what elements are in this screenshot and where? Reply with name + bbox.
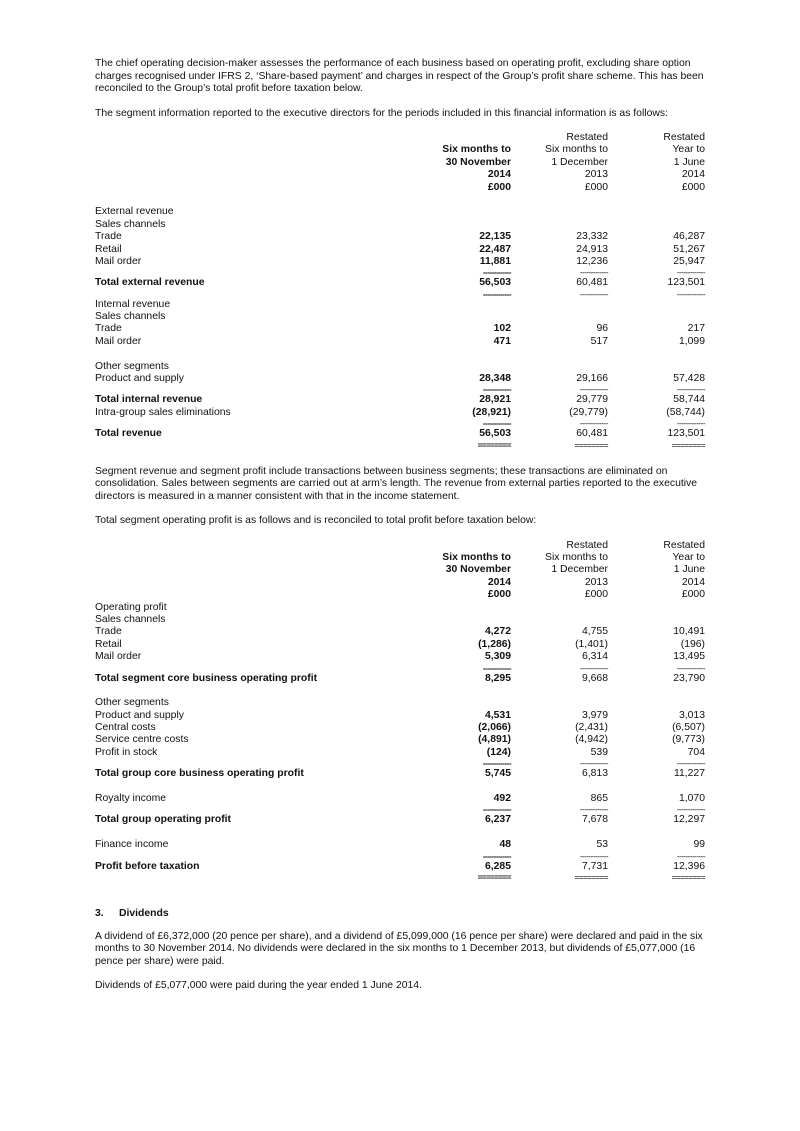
value-current-period: 28,921: [479, 394, 511, 406]
header-prior-year: 2014: [681, 169, 705, 181]
value-prior-period: 3,979: [581, 709, 608, 721]
table-row: [95, 394, 707, 406]
header-current-period: 30 November: [445, 564, 511, 576]
rule-mark: -------------: [676, 759, 705, 769]
value-prior-period: 4,755: [581, 626, 608, 638]
rule-mark: -------------: [579, 419, 608, 429]
table-row: [95, 323, 707, 335]
rule-mark: -------------: [676, 268, 705, 278]
dividends-heading: [95, 908, 707, 919]
table-subheading: [95, 614, 707, 626]
table-row: [95, 256, 707, 268]
header-row: [95, 182, 707, 194]
table-subheading: [95, 299, 707, 311]
header-prior-period: £000: [584, 181, 608, 193]
segment-revenue-paragraph: Segment revenue and segment profit include transactions between business segments; these transactions are eliminated on consolidation. Sales between segments are carried out at arm’s length. The revenue from external parties reported to the executive directors is measured in a manner consistent with that in the income statement.: [95, 465, 698, 502]
rule-mark: -------------: [676, 385, 705, 395]
value-prior-year: (196): [680, 638, 705, 650]
row-label: Retail: [95, 638, 122, 650]
value-prior-period: (29,779): [569, 406, 608, 418]
value-prior-year: 704: [687, 746, 705, 758]
spacer-row: [95, 781, 707, 793]
row-label: Sales channels: [95, 311, 166, 323]
rule-mark: -------------: [579, 268, 608, 278]
header-prior-period: Six months to: [545, 144, 608, 156]
header-current-period: £000: [487, 181, 511, 193]
rule-mark: -------------: [579, 385, 608, 395]
table-row: [95, 839, 707, 851]
value-current-period: 22,135: [479, 231, 511, 243]
row-label: Trade: [95, 323, 122, 335]
row-label: Total group operating profit: [95, 814, 232, 826]
header-current-period: 2014: [487, 576, 511, 588]
value-prior-period: 96: [596, 323, 608, 335]
header-prior-year: Restated: [663, 132, 705, 143]
table-row: [95, 722, 707, 734]
profit-table: [95, 602, 707, 884]
rule-mark: -------------: [676, 419, 705, 429]
rule-mark: ========: [477, 872, 511, 882]
row-label: Trade: [95, 231, 122, 243]
value-current-period: 471: [493, 335, 511, 347]
table-subheading: [95, 602, 707, 614]
row-label: Mail order: [95, 255, 142, 267]
table-row: [95, 651, 707, 663]
value-prior-year: 3,013: [678, 709, 705, 721]
rule-mark: -------------: [482, 268, 511, 278]
rule-mark: ========: [671, 872, 705, 882]
row-label: Profit before taxation: [95, 860, 200, 872]
header-current-period: Six months to: [442, 144, 511, 156]
table-row: [95, 626, 707, 638]
value-prior-period: 7,678: [581, 814, 608, 826]
rule-mark: -------------: [579, 851, 608, 861]
row-label: Finance income: [95, 839, 169, 851]
rule-mark: -------------: [676, 851, 705, 861]
value-prior-year: 1,070: [678, 793, 705, 805]
rule-mark: -------------: [482, 759, 511, 769]
row-label: Service centre costs: [95, 734, 189, 746]
value-prior-period: (4,942): [575, 734, 608, 746]
single-rule-row: [95, 385, 707, 394]
rule-mark: ========: [671, 440, 705, 450]
rule-mark: -------------: [579, 663, 608, 673]
table-row: [95, 244, 707, 256]
value-prior-period: (2,431): [575, 722, 608, 734]
value-current-period: 11,881: [479, 255, 511, 267]
table-row: [95, 861, 707, 873]
header-prior-period: 2013: [584, 169, 608, 181]
table-row: [95, 428, 707, 440]
header-current-period: £000: [487, 589, 511, 601]
single-rule-row: [95, 290, 707, 299]
rule-mark: -------------: [676, 805, 705, 815]
value-current-period: (2,066): [478, 722, 511, 734]
rule-mark: -------------: [579, 805, 608, 815]
value-current-period: 4,531: [484, 709, 511, 721]
header-prior-period: Six months to: [545, 551, 608, 563]
rule-mark: -------------: [482, 289, 511, 299]
dividends-paragraph: A dividend of £6,372,000 (20 pence per share), and a dividend of £5,099,000 (16 pence per share) were declared and paid in the six months to 30 November 2014. No dividends were declared in the six months to 1 December 2013, but dividends of £5,077,000 (16 pence per share) were paid.: [95, 930, 703, 967]
table-row: [95, 277, 707, 289]
value-current-period: 4,272: [484, 626, 511, 638]
value-prior-year: 25,947: [673, 255, 705, 267]
value-current-period: 5,745: [484, 768, 511, 780]
rule-mark: -------------: [676, 289, 705, 299]
table-row: [95, 768, 707, 780]
header-prior-year: Restated: [663, 539, 705, 551]
header-row: [95, 552, 707, 564]
value-current-period: 492: [493, 793, 511, 805]
row-label: Total group core business operating profit: [95, 768, 304, 780]
header-current-period: 30 November: [445, 156, 511, 168]
value-prior-period: (1,401): [575, 638, 608, 650]
header-current-period: 2014: [487, 169, 511, 181]
rule-mark: -------------: [579, 759, 608, 769]
rule-mark: -------------: [579, 289, 608, 299]
header-row: [95, 540, 707, 552]
value-prior-period: 7,731: [581, 860, 608, 872]
header-prior-year: Year to: [672, 144, 705, 156]
section-title: Dividends: [119, 907, 169, 919]
rule-mark: -------------: [482, 805, 511, 815]
value-prior-period: 865: [590, 793, 608, 805]
table-subheading: [95, 206, 707, 218]
single-rule-row: [95, 268, 707, 277]
segment-info-intro: The segment information reported to the executive directors for the periods included in this financial information is as follows:: [95, 107, 668, 119]
value-prior-period: 60,481: [576, 428, 608, 440]
value-current-period: 6,237: [484, 814, 511, 826]
value-prior-year: 12,396: [673, 860, 705, 872]
header-row: [95, 169, 707, 181]
table-row: [95, 747, 707, 759]
revenue-table: [95, 206, 707, 451]
double-rule-row: [95, 441, 707, 452]
table-row: [95, 407, 707, 419]
table-row: [95, 814, 707, 826]
value-prior-period: 29,779: [576, 394, 608, 406]
value-prior-year: 99: [693, 839, 705, 851]
value-prior-year: 10,491: [673, 626, 705, 638]
table-row: [95, 373, 707, 385]
table-row: [95, 231, 707, 243]
table-row: [95, 793, 707, 805]
header-row: [95, 132, 707, 144]
header-prior-period: 1 December: [551, 564, 608, 576]
row-label: Product and supply: [95, 373, 184, 385]
value-prior-period: 24,913: [576, 243, 608, 255]
rule-mark: ========: [574, 872, 608, 882]
value-prior-year: 58,744: [673, 394, 705, 406]
row-label: Other segments: [95, 360, 169, 372]
document-page: [95, 58, 707, 1005]
value-prior-year: 46,287: [673, 231, 705, 243]
value-prior-period: 6,314: [581, 651, 608, 663]
header-prior-year: 1 June: [673, 156, 705, 168]
value-prior-year: 217: [687, 323, 705, 335]
value-prior-year: (58,744): [666, 406, 705, 418]
row-label: Other segments: [95, 697, 169, 709]
header-prior-period: 1 December: [551, 156, 608, 168]
value-prior-year: 1,099: [678, 335, 705, 347]
header-row: [95, 157, 707, 169]
value-prior-year: 23,790: [673, 672, 705, 684]
value-prior-year: (6,507): [672, 722, 705, 734]
row-label: Intra-group sales eliminations: [95, 406, 231, 418]
value-current-period: (124): [486, 746, 511, 758]
operating-profit-intro: Total segment operating profit is as follows and is reconciled to total profit before taxation below:: [95, 515, 537, 527]
header-prior-year: £000: [681, 181, 705, 193]
value-prior-year: 123,501: [667, 428, 705, 440]
value-prior-period: 60,481: [576, 277, 608, 289]
value-prior-period: 53: [596, 839, 608, 851]
row-label: Total external revenue: [95, 277, 205, 289]
rule-mark: ========: [477, 440, 511, 450]
value-current-period: 5,309: [484, 651, 511, 663]
value-current-period: 8,295: [484, 672, 511, 684]
row-label: Mail order: [95, 335, 142, 347]
single-rule-row: [95, 759, 707, 768]
rule-mark: -------------: [482, 851, 511, 861]
table-row: [95, 710, 707, 722]
header-prior-period: Restated: [566, 132, 608, 143]
header-row: [95, 144, 707, 156]
value-current-period: 56,503: [479, 428, 511, 440]
value-prior-period: 12,236: [576, 255, 608, 267]
profit-table-header: [95, 540, 707, 602]
value-prior-period: 23,332: [576, 231, 608, 243]
row-label: Total internal revenue: [95, 394, 203, 406]
table-row: [95, 336, 707, 348]
header-prior-period: Restated: [566, 539, 608, 551]
single-rule-row: [95, 852, 707, 861]
double-rule-row: [95, 873, 707, 884]
header-prior-year: £000: [681, 589, 705, 601]
value-prior-year: 11,227: [673, 768, 705, 780]
dividends-paid-paragraph: Dividends of £5,077,000 were paid during the year ended 1 June 2014.: [95, 980, 422, 992]
rule-mark: -------------: [482, 663, 511, 673]
value-current-period: (28,921): [472, 406, 511, 418]
table-subheading: [95, 361, 707, 373]
spacer-row: [95, 827, 707, 839]
section-number: 3.: [95, 907, 104, 919]
table-row: [95, 734, 707, 746]
header-row: [95, 564, 707, 576]
table-subheading: [95, 697, 707, 709]
value-current-period: 56,503: [479, 277, 511, 289]
revenue-table-header: [95, 132, 707, 194]
row-label: External revenue: [95, 206, 174, 218]
header-row: [95, 589, 707, 601]
single-rule-row: [95, 805, 707, 814]
row-label: Profit in stock: [95, 746, 158, 758]
row-label: Sales channels: [95, 218, 166, 230]
value-prior-year: 13,495: [673, 651, 705, 663]
single-rule-row: [95, 419, 707, 428]
header-current-period: Six months to: [442, 551, 511, 563]
value-prior-period: 29,166: [576, 373, 608, 385]
table-row: [95, 673, 707, 685]
header-prior-year: 2014: [681, 576, 705, 588]
row-label: Total segment core business operating profit: [95, 672, 318, 684]
value-current-period: 6,285: [484, 860, 511, 872]
value-prior-period: 9,668: [581, 672, 608, 684]
value-prior-period: 539: [590, 746, 608, 758]
header-prior-period: 2013: [584, 576, 608, 588]
row-label: Central costs: [95, 722, 156, 734]
value-current-period: (1,286): [478, 638, 511, 650]
row-label: Retail: [95, 243, 122, 255]
rule-mark: -------------: [482, 385, 511, 395]
row-label: Mail order: [95, 651, 142, 663]
header-prior-year: 1 June: [673, 564, 705, 576]
value-prior-period: 6,813: [581, 768, 608, 780]
intro-paragraph: The chief operating decision-maker assesses the performance of each business based on operating profit, excluding share option charges recognised under IFRS 2, ‘Share-based payment’ and charges in respect of the Group’s profit share scheme. This has been reconciled to the Group’s total profit before taxation below.: [95, 58, 704, 94]
row-label: Sales channels: [95, 613, 166, 625]
rule-mark: -------------: [676, 663, 705, 673]
header-row: [95, 577, 707, 589]
spacer-row: [95, 348, 707, 360]
value-current-period: (4,891): [478, 734, 511, 746]
header-prior-year: Year to: [672, 551, 705, 563]
spacer-row: [95, 685, 707, 697]
rule-mark: -------------: [482, 419, 511, 429]
value-current-period: 28,348: [479, 373, 511, 385]
value-prior-year: 57,428: [673, 373, 705, 385]
row-label: Operating profit: [95, 601, 167, 613]
single-rule-row: [95, 664, 707, 673]
table-subheading: [95, 219, 707, 231]
table-row: [95, 639, 707, 651]
row-label: Total revenue: [95, 428, 162, 440]
rule-mark: ========: [574, 440, 608, 450]
row-label: Product and supply: [95, 709, 184, 721]
value-current-period: 102: [493, 323, 511, 335]
row-label: Internal revenue: [95, 298, 171, 310]
value-prior-year: 12,297: [673, 814, 705, 826]
row-label: Royalty income: [95, 793, 167, 805]
value-prior-year: 123,501: [667, 277, 705, 289]
value-prior-period: 517: [590, 335, 608, 347]
value-current-period: 22,487: [479, 243, 511, 255]
value-current-period: 48: [499, 839, 511, 851]
value-prior-year: (9,773): [672, 734, 705, 746]
value-prior-year: 51,267: [673, 243, 705, 255]
table-subheading: [95, 311, 707, 323]
row-label: Trade: [95, 626, 122, 638]
header-prior-period: £000: [584, 589, 608, 601]
